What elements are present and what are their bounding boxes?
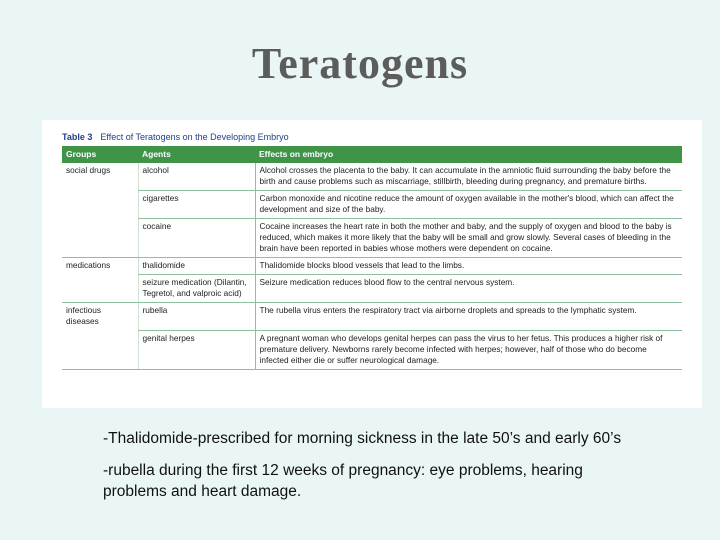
header-effects: Effects on embryo	[255, 146, 682, 163]
table-row	[62, 330, 682, 369]
effect-cell: Thalidomide blocks blood vessels that lead to the limbs.	[255, 258, 682, 275]
agent-cell: seizure medication (Dilantin, Tegretol, and valproic acid)	[138, 275, 255, 303]
effect-cell: Carbon monoxide and nicotine reduce the amount of oxygen available in the mother's blood, which can affect the development and size of the baby.	[255, 191, 682, 219]
effect-cell: Seizure medication reduces blood flow to the central nervous system.	[255, 275, 682, 303]
agent-cell: cigarettes	[138, 191, 255, 219]
effect-cell: A pregnant woman who develops genital herpes can pass the virus to her fetus. This produces a higher risk of premature delivery. Newborns rarely become infected with herpes; however, half of those who do become infected either die or suffer neurological damage.	[255, 330, 682, 369]
effect-cell: Cocaine increases the heart rate in both the mother and baby, and the supply of oxygen and blood to the baby is reduced, which makes it more likely that the baby will be small and grow slowly. Several cases of bleeding in the brain have been reported in babies whose mothers were dependent on cocaine.	[255, 219, 682, 258]
group-cell	[62, 275, 138, 303]
header-agents: Agents	[138, 146, 255, 163]
group-cell	[62, 191, 138, 219]
agent-cell: genital herpes	[138, 330, 255, 369]
effect-cell: The rubella virus enters the respiratory tract via airborne droplets and spreads to the lymphatic system.	[255, 303, 682, 331]
bullet-thalidomide: -Thalidomide-prescribed for morning sickness in the late 50’s and early 60’s	[103, 430, 622, 447]
table-caption	[62, 132, 682, 142]
teratogen-table	[62, 146, 682, 370]
table-row	[62, 191, 682, 219]
group-cell: social drugs	[66, 165, 111, 175]
effect-cell: Alcohol crosses the placenta to the baby. It can accumulate in the amniotic fluid surrounding the baby before the birth and cause problems such as miscarriage, stillbirth, bleeding during pregnancy, and premature births.	[255, 163, 682, 191]
table-row	[62, 163, 682, 191]
group-cell: infectious diseases	[66, 305, 102, 326]
table-row	[62, 303, 682, 331]
table-row	[62, 275, 682, 303]
bullet-list	[103, 428, 623, 513]
group-cell: medications	[66, 260, 111, 270]
agent-cell: rubella	[138, 303, 255, 331]
table-row	[62, 219, 682, 258]
agent-cell: thalidomide	[138, 258, 255, 275]
slide-title: Teratogens	[251, 39, 469, 88]
header-groups: Groups	[62, 146, 138, 163]
group-cell	[62, 219, 138, 258]
table-row	[62, 258, 682, 275]
group-cell	[62, 330, 138, 369]
table-header-row	[62, 146, 682, 163]
bullet-rubella: -rubella during the first 12 weeks of pregnancy: eye problems, hearing problems and heart damage.	[103, 462, 583, 500]
agent-cell: cocaine	[138, 219, 255, 258]
agent-cell: alcohol	[138, 163, 255, 191]
teratogen-table-figure	[42, 120, 702, 408]
table-caption-text: Effect of Teratogens on the Developing Embryo	[100, 132, 289, 142]
table-number: Table 3	[62, 132, 93, 142]
